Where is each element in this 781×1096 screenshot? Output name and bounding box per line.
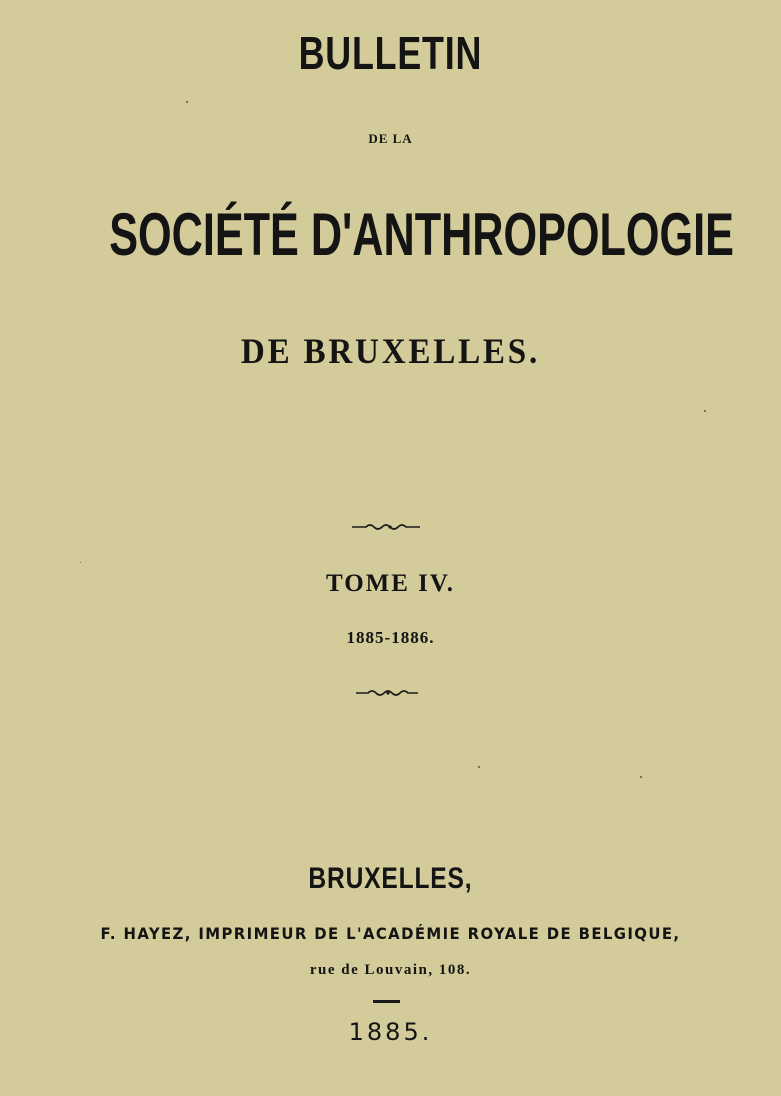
paper-speck — [80, 562, 81, 563]
printer-line: F. HAYEZ, IMPRIMEUR DE L'ACADÉMIE ROYALE DE BELGIQUE, — [100, 924, 681, 943]
ornament-divider-bottom — [0, 686, 781, 700]
ornament-divider-top — [0, 520, 781, 534]
volume-years: 1885-1886. — [346, 628, 435, 647]
printer-address: rue de Louvain, 108. — [309, 962, 472, 978]
short-rule — [373, 1000, 400, 1003]
publication-place: BRUXELLES, — [308, 862, 473, 895]
publication-year: 1885. — [348, 1018, 433, 1046]
society-name: SOCIÉTÉ D'ANTHROPOLOGIE — [109, 201, 734, 268]
city-line: DE BRUXELLES. — [240, 331, 541, 371]
paper-speck — [704, 410, 706, 412]
connector-text: DE LA — [368, 131, 413, 146]
bulletin-title: BULLETIN — [298, 27, 483, 79]
paper-speck — [186, 101, 188, 103]
paper-speck — [640, 776, 642, 778]
volume-number: TOME IV. — [325, 570, 455, 597]
paper-speck — [478, 766, 480, 768]
